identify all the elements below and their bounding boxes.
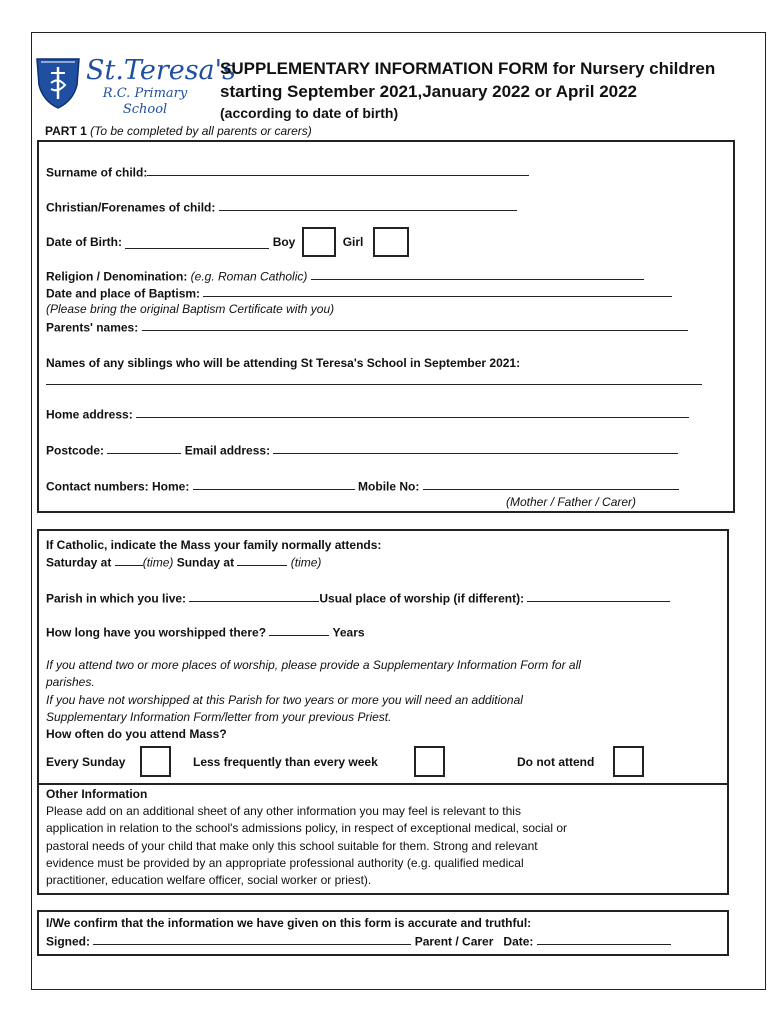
mobile-note: (Mother / Father / Carer) [506,495,637,509]
email-input[interactable] [273,442,678,454]
opt-every-sunday-label: Every Sunday [46,755,126,769]
parents-input[interactable] [142,319,688,331]
other-info-line1: Please add on an additional sheet of any other information you may feel is relevant to this [46,804,521,818]
surname-field: Surname of child: [46,164,529,180]
dob-row: Date of Birth: Boy Girl [46,226,409,258]
form-title-line3: (according to date of birth) [220,105,399,121]
contact-row: Contact numbers: Home: Mobile No: [46,478,679,494]
forenames-field: Christian/Forenames of child: [46,199,517,215]
siblings-input[interactable] [46,384,702,385]
opt-do-not-attend-label: Do not attend [517,755,595,769]
other-info-line3: pastoral needs of your child that make only this school suitable for them. Strong and relevant [46,839,538,853]
parents-field: Parents' names: [46,319,688,335]
school-crest-icon [33,55,83,110]
part1-heading: PART 1 (To be completed by all parents or carers) [45,124,312,138]
mass-note-4: Supplementary Information Form/letter from your previous Priest. [46,710,392,724]
other-info-line2: application in relation to the school's admissions policy, in respect of exceptional medical, social or [46,821,568,835]
baptism-note: (Please bring the original Baptism Certificate with you) [46,302,335,316]
signature-input[interactable] [93,933,411,945]
mobile-input[interactable] [423,478,679,490]
baptism-input[interactable] [203,285,672,297]
how-long-row: How long have you worshipped there? Years [46,625,365,640]
usual-place-input[interactable] [527,590,670,602]
signature-row: Signed: Parent / Carer Date: [46,933,671,949]
home-address-input[interactable] [136,406,689,418]
girl-checkbox[interactable] [373,227,409,257]
postcode-email-row: Postcode: Email address: [46,442,678,458]
school-name: St.Teresa's [86,55,236,86]
postcode-input[interactable] [107,442,181,454]
parish-row: Parish in which you live: Usual place of worship (if different): [46,590,670,606]
date-input[interactable] [537,933,671,945]
less-frequently-checkbox[interactable] [414,746,445,777]
other-info-line5: practitioner, education welfare officer, social worker or priest). [46,873,372,887]
mass-note-1: If you attend two or more places of worship, please provide a Supplementary Information Form for all [46,658,581,672]
surname-input[interactable] [147,164,529,176]
forenames-input[interactable] [219,199,517,211]
form-title-line1: SUPPLEMENTARY INFORMATION FORM for Nursery children [220,59,716,78]
religion-input[interactable] [311,268,644,280]
mass-heading: If Catholic, indicate the Mass your family normally attends: [46,538,382,552]
dob-input[interactable] [125,236,269,249]
do-not-attend-checkbox[interactable] [613,746,644,777]
years-input[interactable] [269,624,329,636]
saturday-time-input[interactable] [115,554,143,566]
home-address-field: Home address: [46,406,689,422]
confirm-statement: I/We confirm that the information we have given on this form is accurate and truthful: [46,916,532,930]
parish-input[interactable] [189,590,319,602]
how-often-label: How often do you attend Mass? [46,727,227,741]
boy-checkbox[interactable] [302,227,336,257]
other-info-line4: evidence must be provided by an appropriate professional authority (e.g. qualified medical [46,856,524,870]
school-subtitle: R.C. Primary School [102,86,188,117]
siblings-label: Names of any siblings who will be attending St Teresa's School in September 2021: [46,356,521,370]
every-sunday-checkbox[interactable] [140,746,171,777]
mass-note-3: If you have not worshipped at this Parish for two years or more you will need an additional [46,693,523,707]
mass-times-row: Saturday at (time) Sunday at (time) [46,555,322,570]
other-info-heading: Other Information [46,787,148,801]
mass-note-2: parishes. [46,675,95,689]
home-phone-input[interactable] [193,478,355,490]
sunday-time-input[interactable] [237,554,287,566]
baptism-field: Date and place of Baptism: [46,285,672,301]
religion-field: Religion / Denomination: (e.g. Roman Catholic) [46,268,644,284]
opt-less-frequently-label: Less frequently than every week [193,755,378,769]
form-title-line2: starting September 2021,January 2022 or April 2022 [220,82,638,101]
